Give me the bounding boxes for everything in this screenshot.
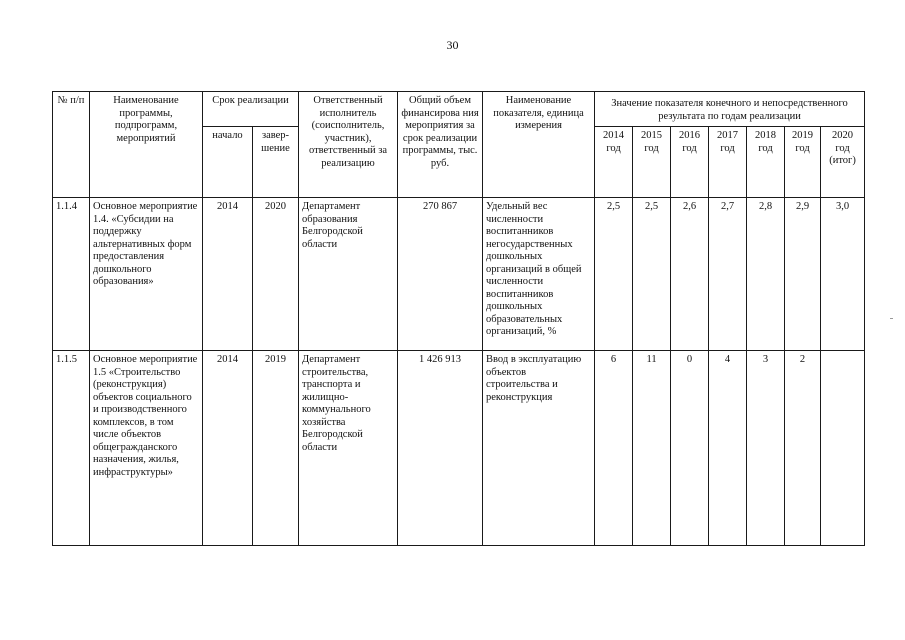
page-number: 30: [446, 38, 459, 52]
row-value-2019: 2,9: [785, 198, 821, 351]
row-num: 1.1.5: [53, 351, 90, 546]
row-value-2015: 11: [633, 351, 671, 546]
header-year-2020: 2020 год (итог): [821, 127, 865, 198]
row-funding: 1 426 913: [398, 351, 483, 546]
header-period-start: начало: [203, 127, 253, 198]
header-year-2015: 2015 год: [633, 127, 671, 198]
row-value-2018: 2,8: [747, 198, 785, 351]
header-year-2019: 2019 год: [785, 127, 821, 198]
row-value-2015: 2,5: [633, 198, 671, 351]
table-row: [53, 351, 865, 546]
row-end: 2019: [253, 351, 299, 546]
row-end: 2020: [253, 198, 299, 351]
header-row-1: [53, 92, 865, 127]
header-program-name: Наименование программы, подпрограмм, мероприятий: [90, 92, 203, 198]
header-year-2018: 2018 год: [747, 127, 785, 198]
row-start: 2014: [203, 198, 253, 351]
header-year-2014: 2014 год: [595, 127, 633, 198]
header-period: Срок реализации: [203, 92, 299, 127]
header-year-2016: 2016 год: [671, 127, 709, 198]
row-value-2017: 2,7: [709, 198, 747, 351]
table-row: [53, 198, 865, 351]
header-responsible: Ответственный исполнитель (соисполнитель, участник), ответственный за реализацию: [299, 92, 398, 198]
header-indicator: Наименование показателя, единица измерения: [483, 92, 595, 198]
row-value-2017: 4: [709, 351, 747, 546]
program-table: [52, 91, 865, 546]
row-responsible: Департамент строительства, транспорта и жилищно-коммунального хозяйства Белгородской области: [299, 351, 398, 546]
row-value-2014: 6: [595, 351, 633, 546]
row-num: 1.1.4: [53, 198, 90, 351]
row-value-2018: 3: [747, 351, 785, 546]
row-value-2020: 3,0: [821, 198, 865, 351]
row-indicator: Удельный вес численности воспитанников негосударственных дошкольных организаций в общей численности воспитанников дошкольных образовательных организаций, %: [483, 198, 595, 351]
row-program-name: Основное мероприятие 1.4. «Субсидии на поддержку альтернативных форм предоставления дошкольного образования»: [90, 198, 203, 351]
row-value-2016: 0: [671, 351, 709, 546]
row-value-2016: 2,6: [671, 198, 709, 351]
header-num: № п/п: [53, 92, 90, 198]
row-program-name: Основное мероприятие 1.5 «Строительство (реконструкция) объектов социального и производственного комплексов, в том числе объектов общегражданского назначения, жилья, инфраструктуры»: [90, 351, 203, 546]
row-indicator: Ввод в эксплуатацию объектов строительства и реконструкция: [483, 351, 595, 546]
header-year-2017: 2017 год: [709, 127, 747, 198]
header-funding: Общий объем финансирова ния мероприятия за срок реализации программы, тыс. руб.: [398, 92, 483, 198]
row-value-2019: 2: [785, 351, 821, 546]
row-funding: 270 867: [398, 198, 483, 351]
row-value-2020: [821, 351, 865, 546]
row-start: 2014: [203, 351, 253, 546]
header-period-end: завер-шение: [253, 127, 299, 198]
scan-speck: [890, 318, 893, 319]
row-value-2014: 2,5: [595, 198, 633, 351]
row-responsible: Департамент образования Белгородской области: [299, 198, 398, 351]
header-values-title: Значение показателя конечного и непосредственного результата по годам реализации: [595, 92, 865, 127]
